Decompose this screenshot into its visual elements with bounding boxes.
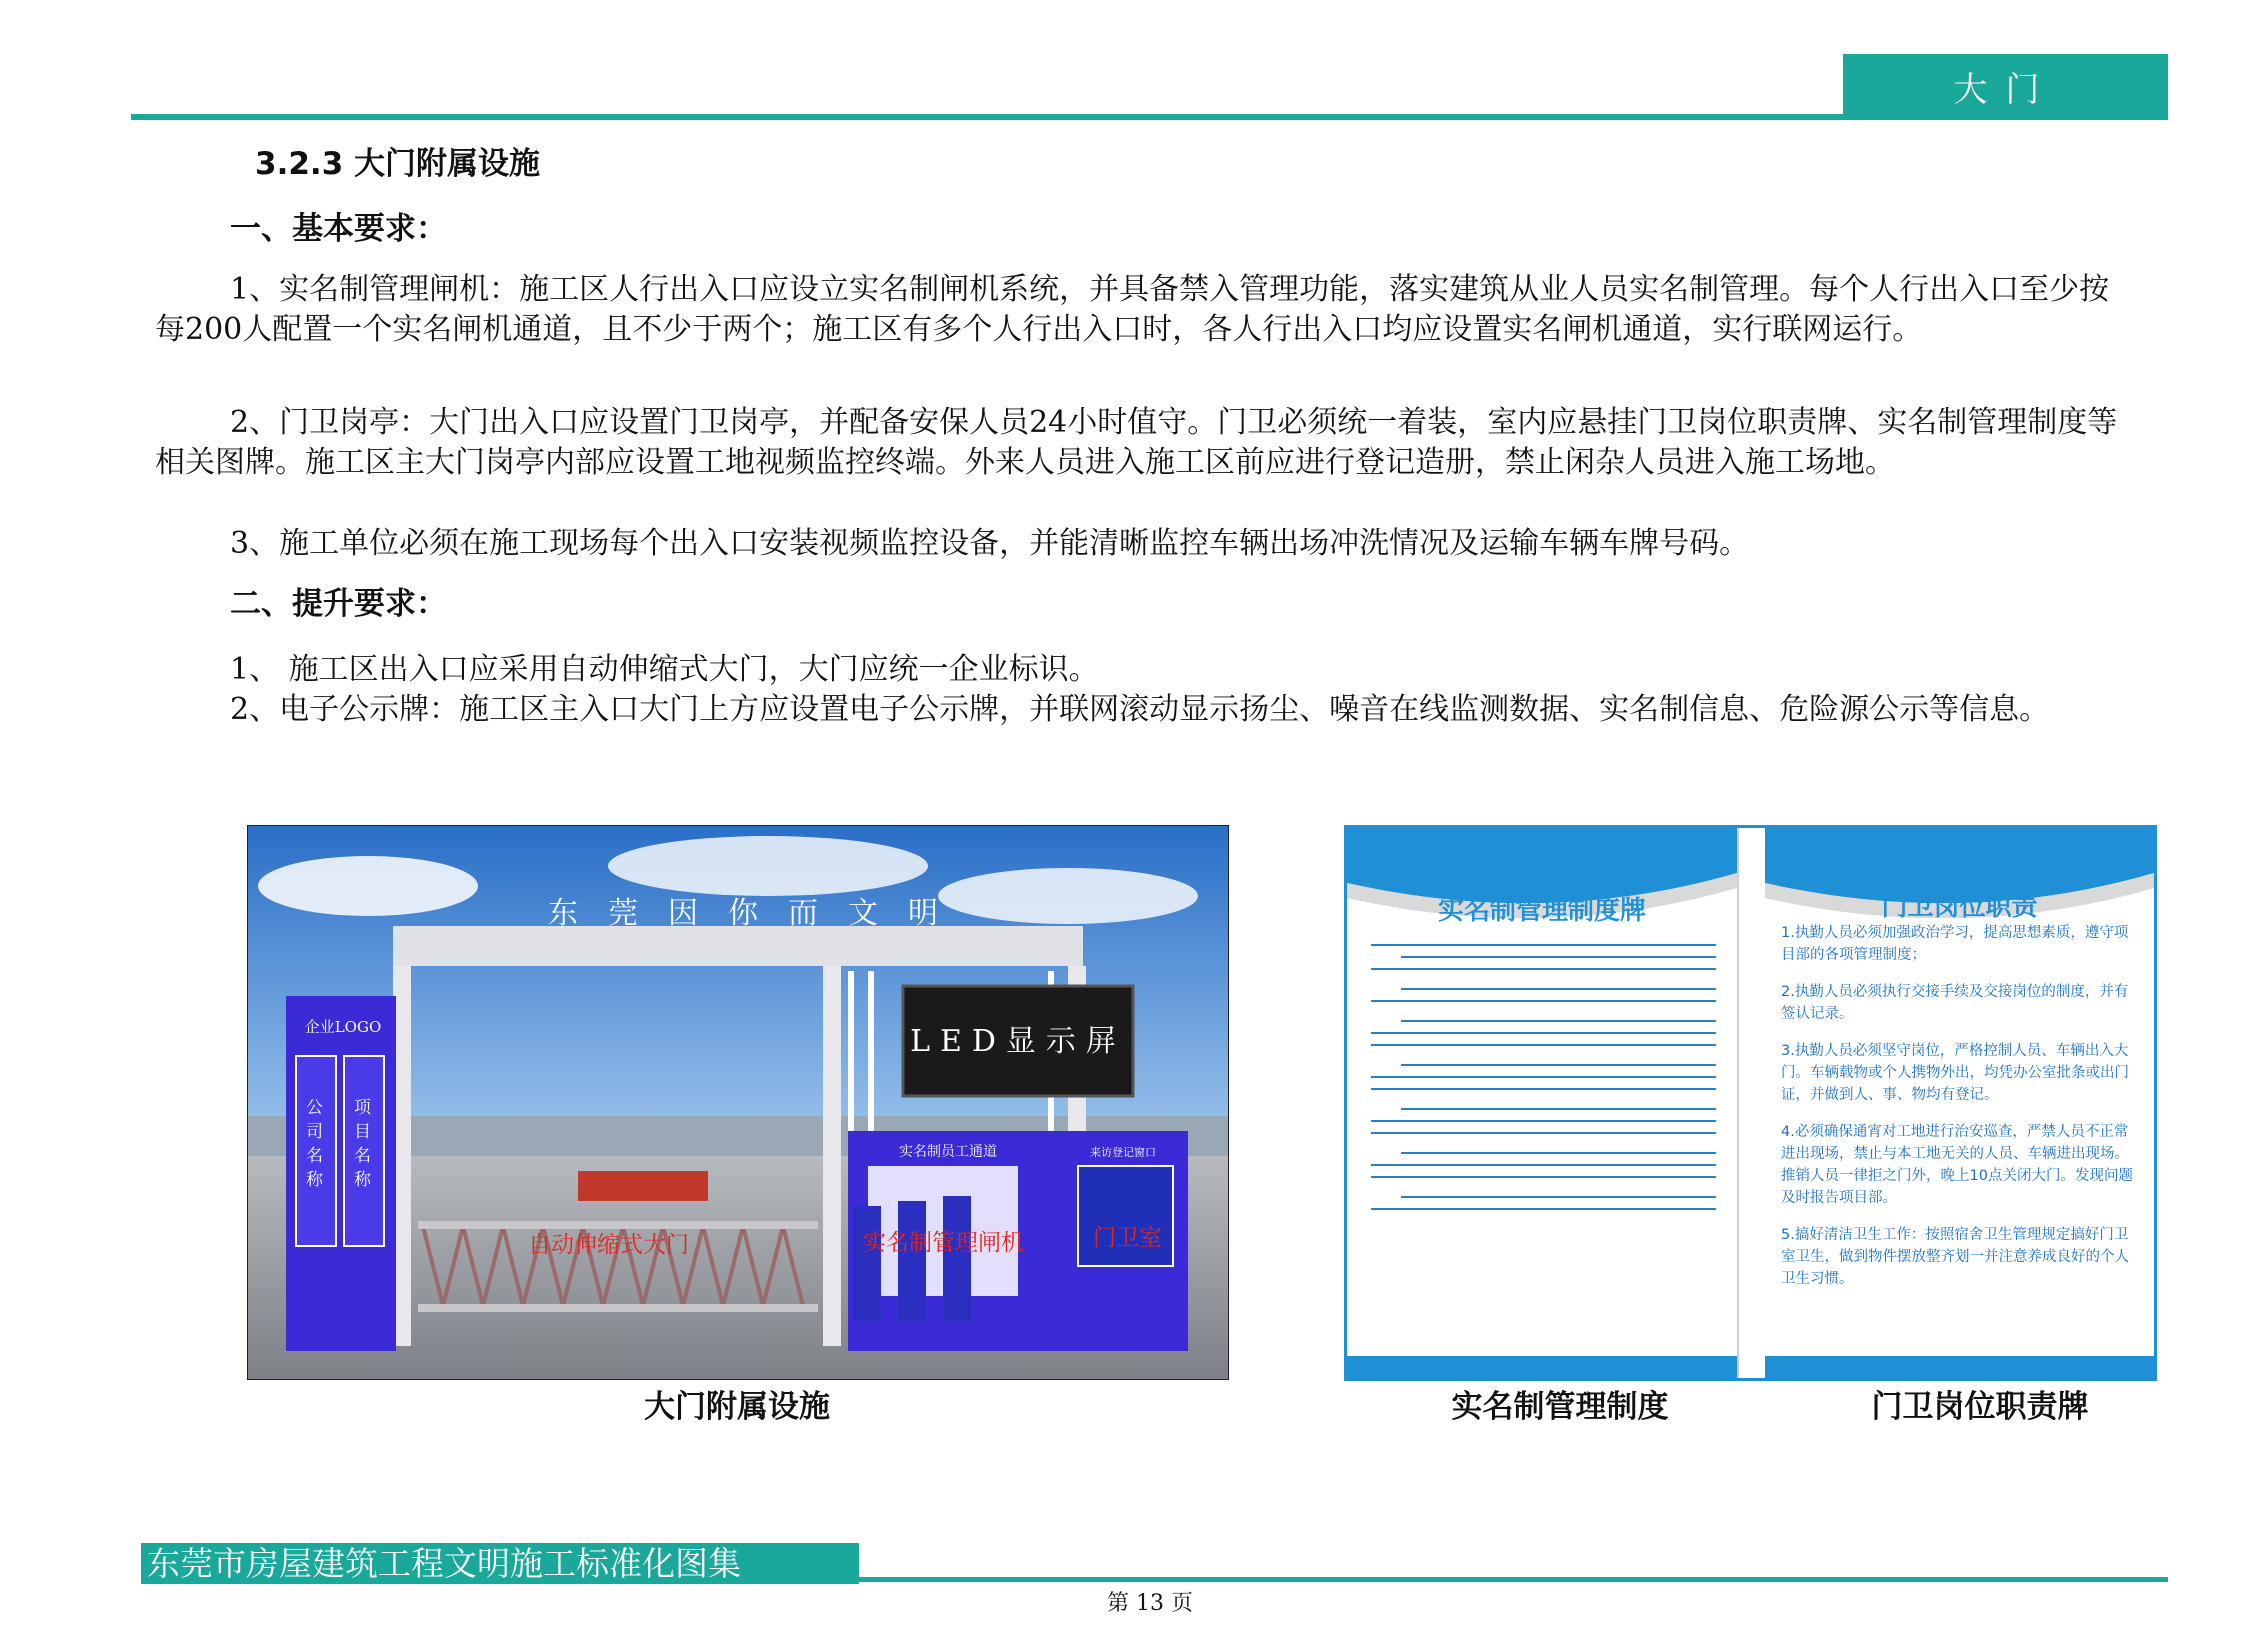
board-right-list <box>1781 922 2141 1305</box>
board-divider <box>1737 828 1767 1378</box>
gate-company-col2: 项目名称 <box>354 1098 371 1190</box>
upgrade-item-2: 2、电子公示牌：施工区主入口大门上方应设置电子公示牌，并联网滚动显示扬尘、噪音在线监测数据、实名制信息、危险源公示等信息。 <box>230 692 2050 727</box>
gate-led-label: LED显示屏 <box>910 1024 1126 1059</box>
gate-window-sign: 来访登记窗口 <box>1090 1146 1156 1159</box>
header-tab: 大门 <box>1843 54 2168 118</box>
basic-item-1 <box>155 270 2130 350</box>
gate-label-turnstile: 实名制管理闸机 <box>863 1230 1024 1256</box>
section-title: 3.2.3 大门附属设施 <box>255 146 541 182</box>
gate-figure <box>247 825 1229 1380</box>
gate-label-gate: 自动伸缩式大门 <box>528 1232 689 1258</box>
boards-figure <box>1344 825 2157 1381</box>
board-left <box>1347 828 1737 1378</box>
gate-company-col1: 公司名称 <box>306 1098 323 1190</box>
upgrade-item-1: 1、 施工区出入口应采用自动伸缩式大门，大门应统一企业标识。 <box>230 652 1099 687</box>
caption-board-left: 实名制管理制度 <box>1451 1389 1669 1425</box>
caption-gate: 大门附属设施 <box>644 1389 830 1425</box>
gate-logo-label: 企业LOGO <box>304 1018 382 1036</box>
board-right-title: 门卫岗位职责 <box>1881 892 2038 922</box>
board-left-title: 实名制管理制度牌 <box>1437 896 1646 926</box>
board-right-footer-band <box>1765 1356 2154 1378</box>
gate-channel-sign: 实名制员工通道 <box>899 1144 997 1160</box>
gate-label-guardroom: 门卫室 <box>1093 1225 1162 1251</box>
board-left-footer-band <box>1347 1356 1737 1378</box>
board-right <box>1765 828 2154 1378</box>
board-left-body-text <box>1371 938 1716 1348</box>
basic-heading: 一、基本要求： <box>230 211 447 247</box>
basic-item-2 <box>155 403 2130 483</box>
board-right-item-1: 1.执勤人员必须加强政治学习，提高思想素质，遵守项目部的各项管理制度； <box>1781 925 2129 963</box>
basic-item-1-text: 1、实名制管理闸机：施工区人行出入口应设立实名制闸机系统，并具备禁入管理功能，落实建筑从业人员实名制管理。每个人行出入口至少按每200人配置一个实名闸机通道，且不少于两个；施工区有多个人行出入口时，各人行出入口均应设置实名闸机通道，实行联网运行。 <box>155 272 2110 347</box>
gate-slogan: 东莞因你而文明 <box>548 896 968 931</box>
board-right-item-2: 2.执勤人员必须执行交接手续及交接岗位的制度，并有签认记录。 <box>1781 984 2129 1022</box>
upgrade-heading: 二、提升要求： <box>230 586 447 622</box>
footer-title: 东莞市房屋建筑工程文明施工标准化图集 <box>141 1543 859 1584</box>
caption-board-right: 门卫岗位职责牌 <box>1871 1389 2089 1425</box>
basic-item-3-text: 3、施工单位必须在施工现场每个出入口安装视频监控设备，并能清晰监控车辆出场冲洗情况及运输车辆车牌号码。 <box>230 526 1750 561</box>
basic-item-2-text: 2、门卫岗亭：大门出入口应设置门卫岗亭，并配备安保人员24小时值守。门卫必须统一着装，室内应悬挂门卫岗位职责牌、实名制管理制度等相关图牌。施工区主大门岗亭内部应设置工地视频监控终端。外来人员进入施工区前应进行登记造册，禁止闲杂人员进入施工场地。 <box>155 405 2118 480</box>
header-rule <box>131 114 2168 120</box>
basic-item-3 <box>155 524 2130 564</box>
page-number: 第 13 页 <box>1107 1591 1193 1616</box>
board-right-item-4: 4.必须确保通宵对工地进行治安巡查，严禁人员不正常进出现场，禁止与本工地无关的人员、车辆进出现场。推销人员一律拒之门外，晚上10点关闭大门。发现问题及时报告项目部。 <box>1781 1124 2133 1206</box>
board-right-item-5: 5.搞好清洁卫生工作：按照宿舍卫生管理规定搞好门卫室卫生，做到物件摆放整齐划一并注意养成良好的个人卫生习惯。 <box>1781 1227 2129 1287</box>
board-right-item-3: 3.执勤人员必须坚守岗位，严格控制人员、车辆出入大门。车辆载物或个人携物外出，均凭办公室批条或出门证，并做到人、事、物均有登记。 <box>1781 1043 2129 1103</box>
